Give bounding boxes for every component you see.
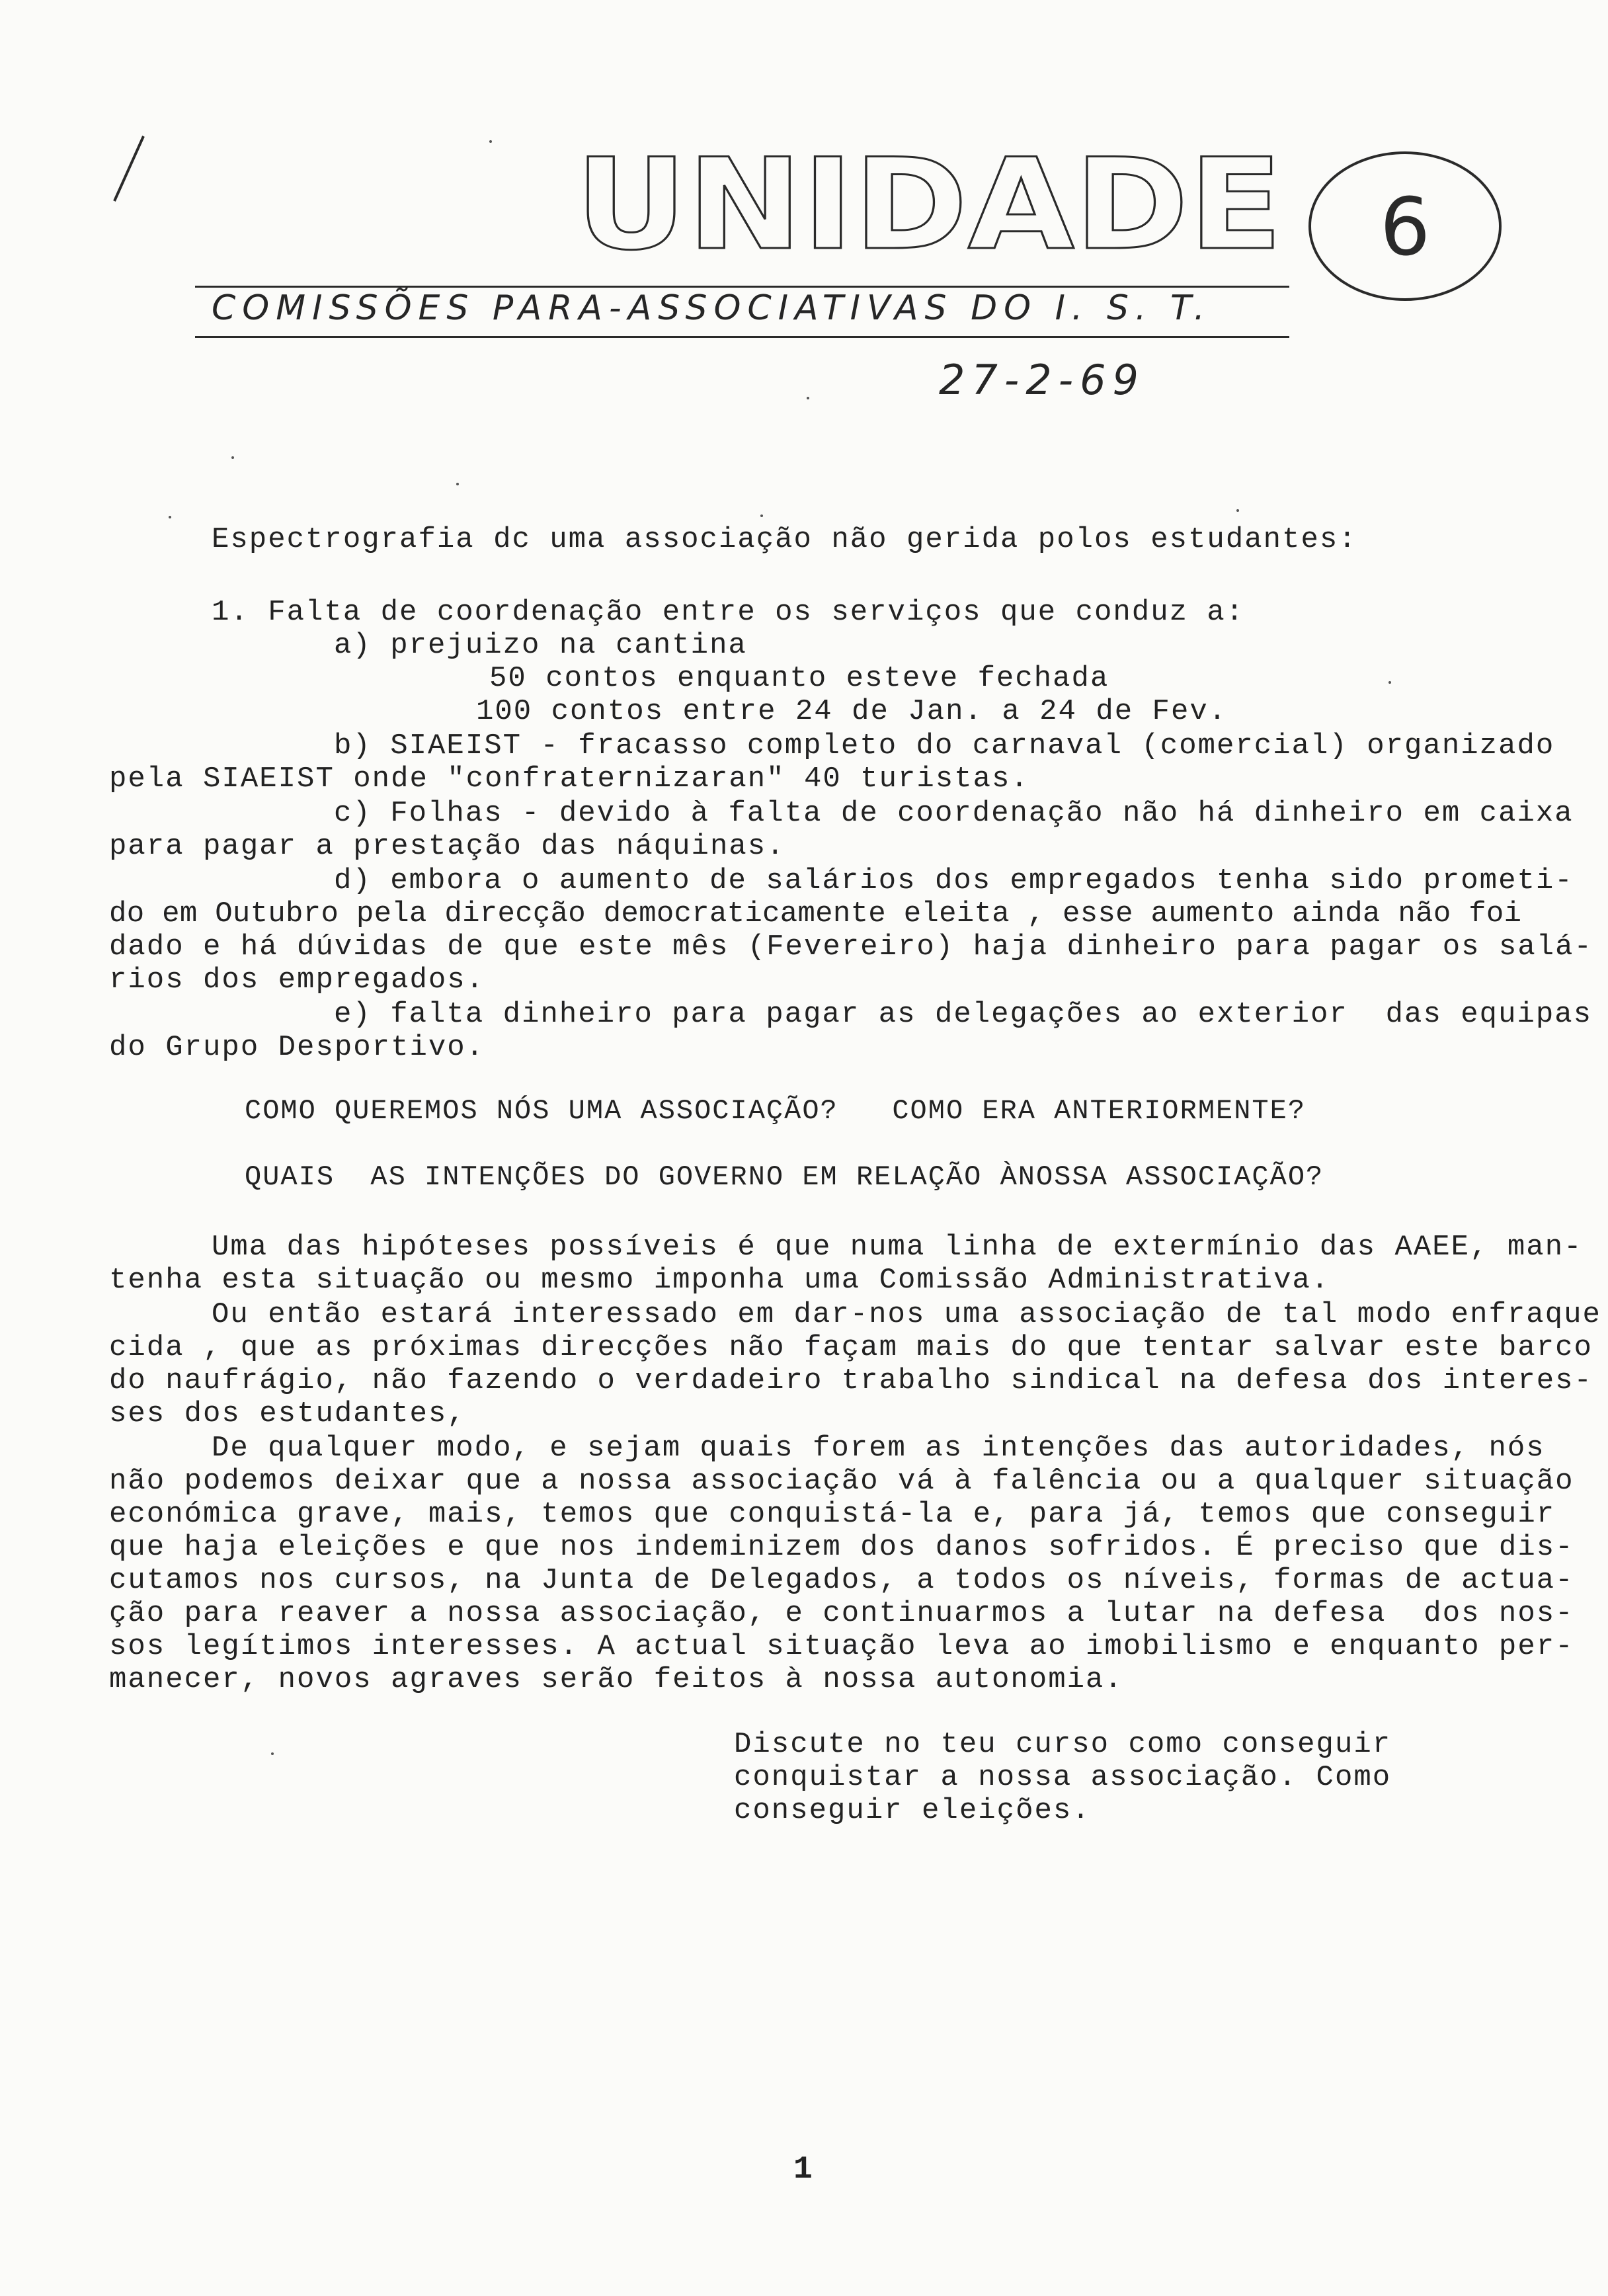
item-d-line: do em Outubro pela direcção democraticamente eleita , esse aumento ainda não foi [109, 897, 1522, 930]
scan-speck [807, 397, 809, 399]
question-heading: COMO QUEREMOS NÓS UMA ASSOCIAÇÃO? COMO ERA ANTERIORMENTE? [245, 1095, 1306, 1127]
issue-number: 6 [1379, 182, 1431, 274]
item-a-line: a) prejuizo na cantina [334, 629, 747, 662]
paragraph-line: manecer, novos agraves serão feitos à nossa autonomia. [109, 1663, 1123, 1696]
scan-speck [231, 456, 234, 459]
issue-date: 27-2-69 [939, 356, 1145, 404]
paragraph-line: do naufrágio, não fazendo o verdadeiro trabalho sindical na defesa dos interes- [109, 1364, 1593, 1397]
header-rule-bottom [195, 336, 1289, 338]
masthead-subtitle: COMISSÕES PARA-ASSOCIATIVAS DO I. S. T. [212, 288, 1212, 328]
paragraph-line: económica grave, mais, temos que conquistá-la e, para já, temos que conseguir [109, 1498, 1556, 1531]
paragraph-line: tenha esta situação ou mesmo imponha uma Comissão Administrativa. [109, 1264, 1330, 1297]
scan-speck [1388, 681, 1391, 684]
intro-line: Espectrografia dc uma associação não gerida polos estudantes: [212, 523, 1357, 556]
closing-line: Discute no teu curso como conseguir [734, 1728, 1392, 1761]
issue-number-circle [1306, 149, 1504, 304]
masthead-title-text: UNIDADE [575, 136, 1283, 261]
item-a-line: 50 contos enquanto esteve fechada [489, 662, 1109, 695]
list-item-1: 1. Falta de coordenação entre os serviços que conduz a: [212, 596, 1245, 629]
closing-line: conquistar a nossa associação. Como [734, 1761, 1392, 1794]
paragraph-line: que haja eleições e que nos indeminizem dos danos sofridos. É preciso que dis- [109, 1531, 1574, 1564]
item-d-line: dado e há dúvidas de que este mês (Fevereiro) haja dinheiro para pagar os salá- [109, 930, 1593, 964]
paragraph-line: sos legítimos interesses. A actual situação leva ao imobilismo e enquanto per- [109, 1630, 1574, 1663]
item-b-line: b) SIAEIST - fracasso completo do carnaval (comercial) organizado [334, 729, 1555, 762]
scan-speck [271, 1752, 274, 1755]
masthead-title [575, 136, 1289, 261]
item-d-line: d) embora o aumento de salários dos empregados tenha sido prometi- [334, 864, 1574, 897]
paragraph-line: Uma das hipóteses possíveis é que numa linha de extermínio das AAEE, man- [212, 1231, 1583, 1264]
page-number: 1 [793, 2152, 814, 2188]
scan-speck [169, 516, 171, 518]
item-b-line: pela SIAEIST onde "confraternizaran" 40 turistas. [109, 762, 1029, 796]
paragraph-line: não podemos deixar que a nossa associação vá à falência ou a qualquer situação [109, 1465, 1574, 1498]
scan-speck [1236, 509, 1239, 512]
question-heading: QUAIS AS INTENÇÕES DO GOVERNO EM RELAÇÃO ÀNOSSA ASSOCIAÇÃO? [245, 1161, 1324, 1193]
item-c-line: c) Folhas - devido à falta de coordenação não há dinheiro em caixa [334, 797, 1574, 830]
closing-line: conseguir eleições. [734, 1794, 1091, 1827]
paragraph-line: cida , que as próximas direcções não façam mais do que tentar salvar este barco [109, 1331, 1593, 1364]
item-d-line: rios dos empregados. [109, 964, 485, 997]
scan-speck [760, 514, 763, 517]
item-c-line: para pagar a prestação das náquinas. [109, 830, 785, 863]
scan-speck [489, 140, 492, 143]
paragraph-line: ção para reaver a nossa associação, e continuarmos a lutar na defesa dos nos- [109, 1597, 1574, 1630]
item-e-line: do Grupo Desportivo. [109, 1031, 485, 1064]
scan-speck [456, 483, 459, 485]
item-e-line: e) falta dinheiro para pagar as delegações ao exterior das equipas [334, 998, 1593, 1031]
paragraph-line: ses dos estudantes, [109, 1397, 466, 1430]
paragraph-line: De qualquer modo, e sejam quais forem as intenções das autoridades, nós [212, 1432, 1545, 1465]
item-a-line: 100 contos entre 24 de Jan. a 24 de Fev. [476, 695, 1228, 728]
paragraph-line: cutamos nos cursos, na Junta de Delegados, a todos os níveis, formas de actua- [109, 1564, 1574, 1597]
paragraph-line: Ou então estará interessado em dar-nos uma associação de tal modo enfraque [212, 1298, 1601, 1331]
margin-slash-mark [109, 132, 149, 205]
